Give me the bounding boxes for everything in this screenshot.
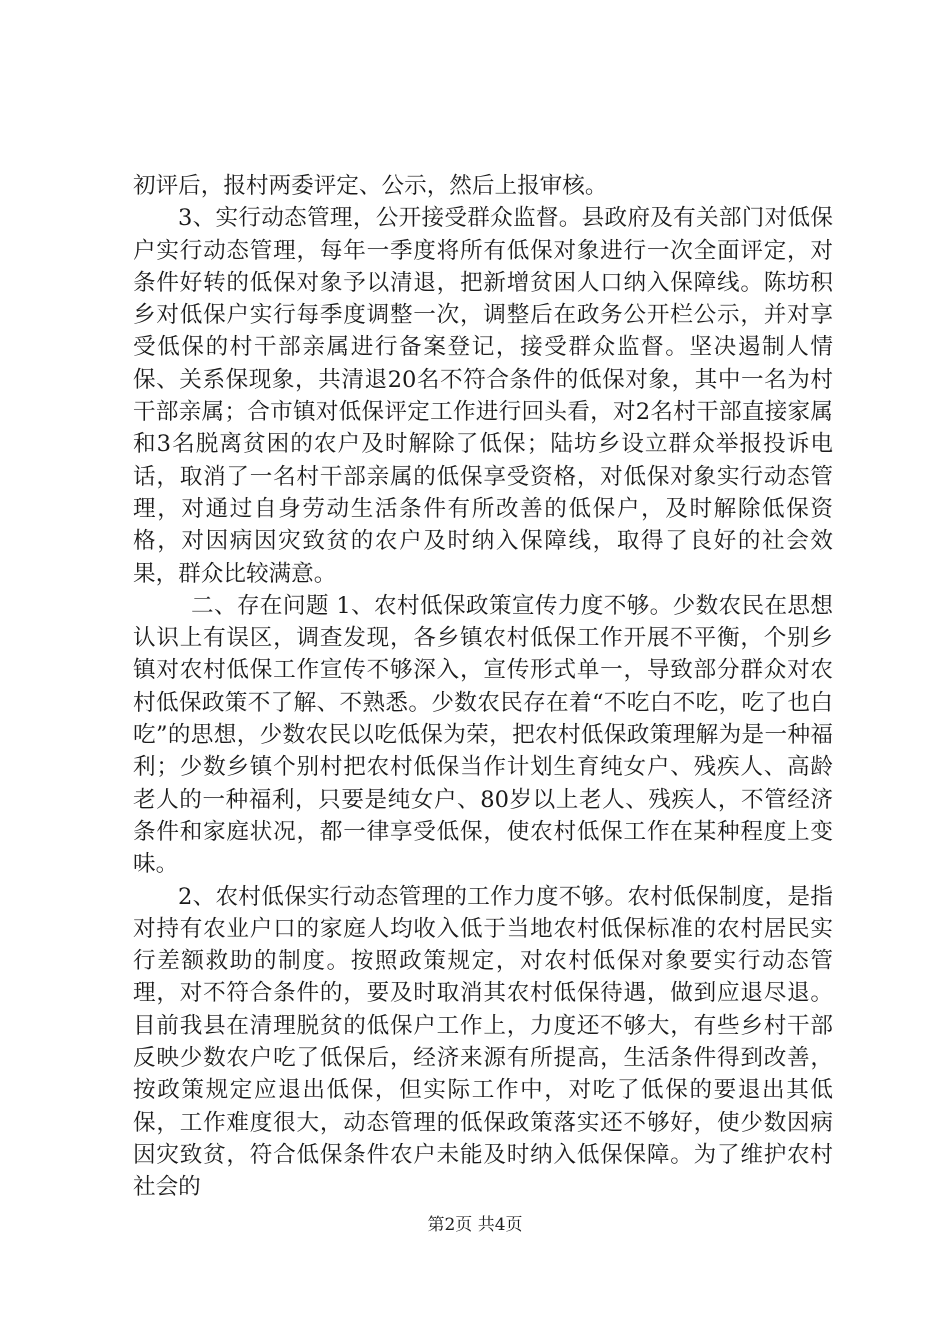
page-footer: 第2页 共4页 — [427, 1215, 523, 1235]
paragraph-1: 初评后，报村两委评定、公示，然后上报审核。 — [133, 173, 608, 199]
document-body — [133, 170, 833, 1204]
paragraph-3: 二、存在问题 1、农村低保政策宣传力度不够。少数农民在思想认识上有误区，调查发现，各乡镇农村低保工作开展不平衡，个别乡镇对农村低保工作宣传不够深入，宣传形式单一，导致部分群众对农村低保政策不了解、不熟悉。少数农民存在着“不吃白不吃，吃了也白吃”的思想，少数农民以吃低保为荣，把农村低保政策理解为是一种福利；少数乡镇个别村把农村低保当作计划生育纯女户、残疾人、高龄老人的一种福利，只要是纯女户、80岁以上老人、残疾人，不管经济条件和家庭状况，都一律享受低保，使农村低保工作在某种程度上变味。 — [133, 592, 833, 878]
paragraph-4: 2、农村低保实行动态管理的工作力度不够。农村低保制度，是指对持有农业户口的家庭人均收入低于当地农村低保标准的农村居民实行差额救助的制度。按照政策规定，对农村低保对象要实行动态管理，对不符合条件的，要及时取消其农村低保待遇，做到应退尽退。目前我县在清理脱贫的低保户工作上，力度还不够大，有些乡村干部反映少数农户吃了低保后，经济来源有所提高，生活条件得到改善，按政策规定应退出低保，但实际工作中，对吃了低保的要退出其低保，工作难度很大，动态管理的低保政策落实还不够好，使少数因病因灾致贫，符合低保条件农户未能及时纳入低保保障。为了维护农村社会的 — [133, 883, 833, 1201]
paragraph-2: 3、实行动态管理，公开接受群众监督。县政府及有关部门对低保户实行动态管理，每年一季度将所有低保对象进行一次全面评定，对条件好转的低保对象予以清退，把新增贫困人口纳入保障线。陈坊积乡对低保户实行每季度调整一次，调整后在政务公开栏公示，并对享受低保的村干部亲属进行备案登记，接受群众监督。坚决遏制人情保、关系保现象，共清退20名不符合条件的低保对象，其中一名为村干部亲属；合市镇对低保评定工作进行回头看，对2名村干部直接家属和3名脱离贫困的农户及时解除了低保；陆坊乡设立群众举报投诉电话，取消了一名村干部亲属的低保享受资格，对低保对象实行动态管理，对通过自身劳动生活条件有所改善的低保户，及时解除低保资格，对因病因灾致贫的农户及时纳入保障线，取得了良好的社会效果，群众比较满意。 — [133, 205, 833, 587]
